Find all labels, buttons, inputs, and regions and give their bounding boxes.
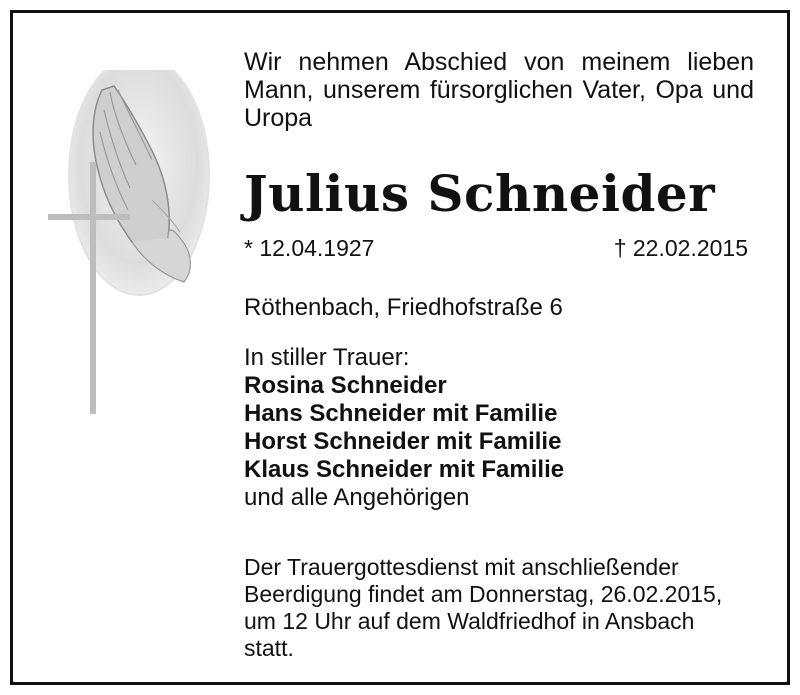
- mourner-name: Hans Schneider mit Familie: [244, 400, 558, 427]
- service-line: um 12 Uhr auf dem Waldfriedhof in Ansbach: [244, 608, 695, 634]
- mourner-name: Klaus Schneider mit Familie: [244, 456, 565, 483]
- intro-text: Wir nehmen Abschied von meinem lieben Mann, unserem fürsorglichen Vater, Opa und Uropa: [244, 48, 754, 132]
- deceased-name: Julius Schneider: [244, 164, 716, 223]
- life-dates: [244, 234, 748, 262]
- obituary-text: [244, 48, 754, 662]
- cross-icon: [44, 70, 214, 420]
- mourner-name: Horst Schneider mit Familie: [244, 428, 562, 455]
- service-line: Der Trauergottesdienst mit anschließender: [244, 554, 679, 580]
- death-date: † 22.02.2015: [613, 235, 748, 261]
- birth-date: * 12.04.1927: [244, 235, 375, 261]
- service-line: Beerdigung findet am Donnerstag, 26.02.2015,: [244, 581, 723, 607]
- mourner-name: Rosina Schneider: [244, 372, 447, 399]
- mourners-block: [244, 344, 754, 512]
- address: Röthenbach, Friedhofstraße 6: [244, 294, 563, 321]
- emblem: [44, 70, 214, 420]
- mourning-heading: In stiller Trauer:: [244, 344, 410, 371]
- funeral-service-notice: [244, 554, 754, 662]
- other-mourners: und alle Angehörigen: [244, 484, 470, 511]
- service-line: statt.: [244, 635, 294, 661]
